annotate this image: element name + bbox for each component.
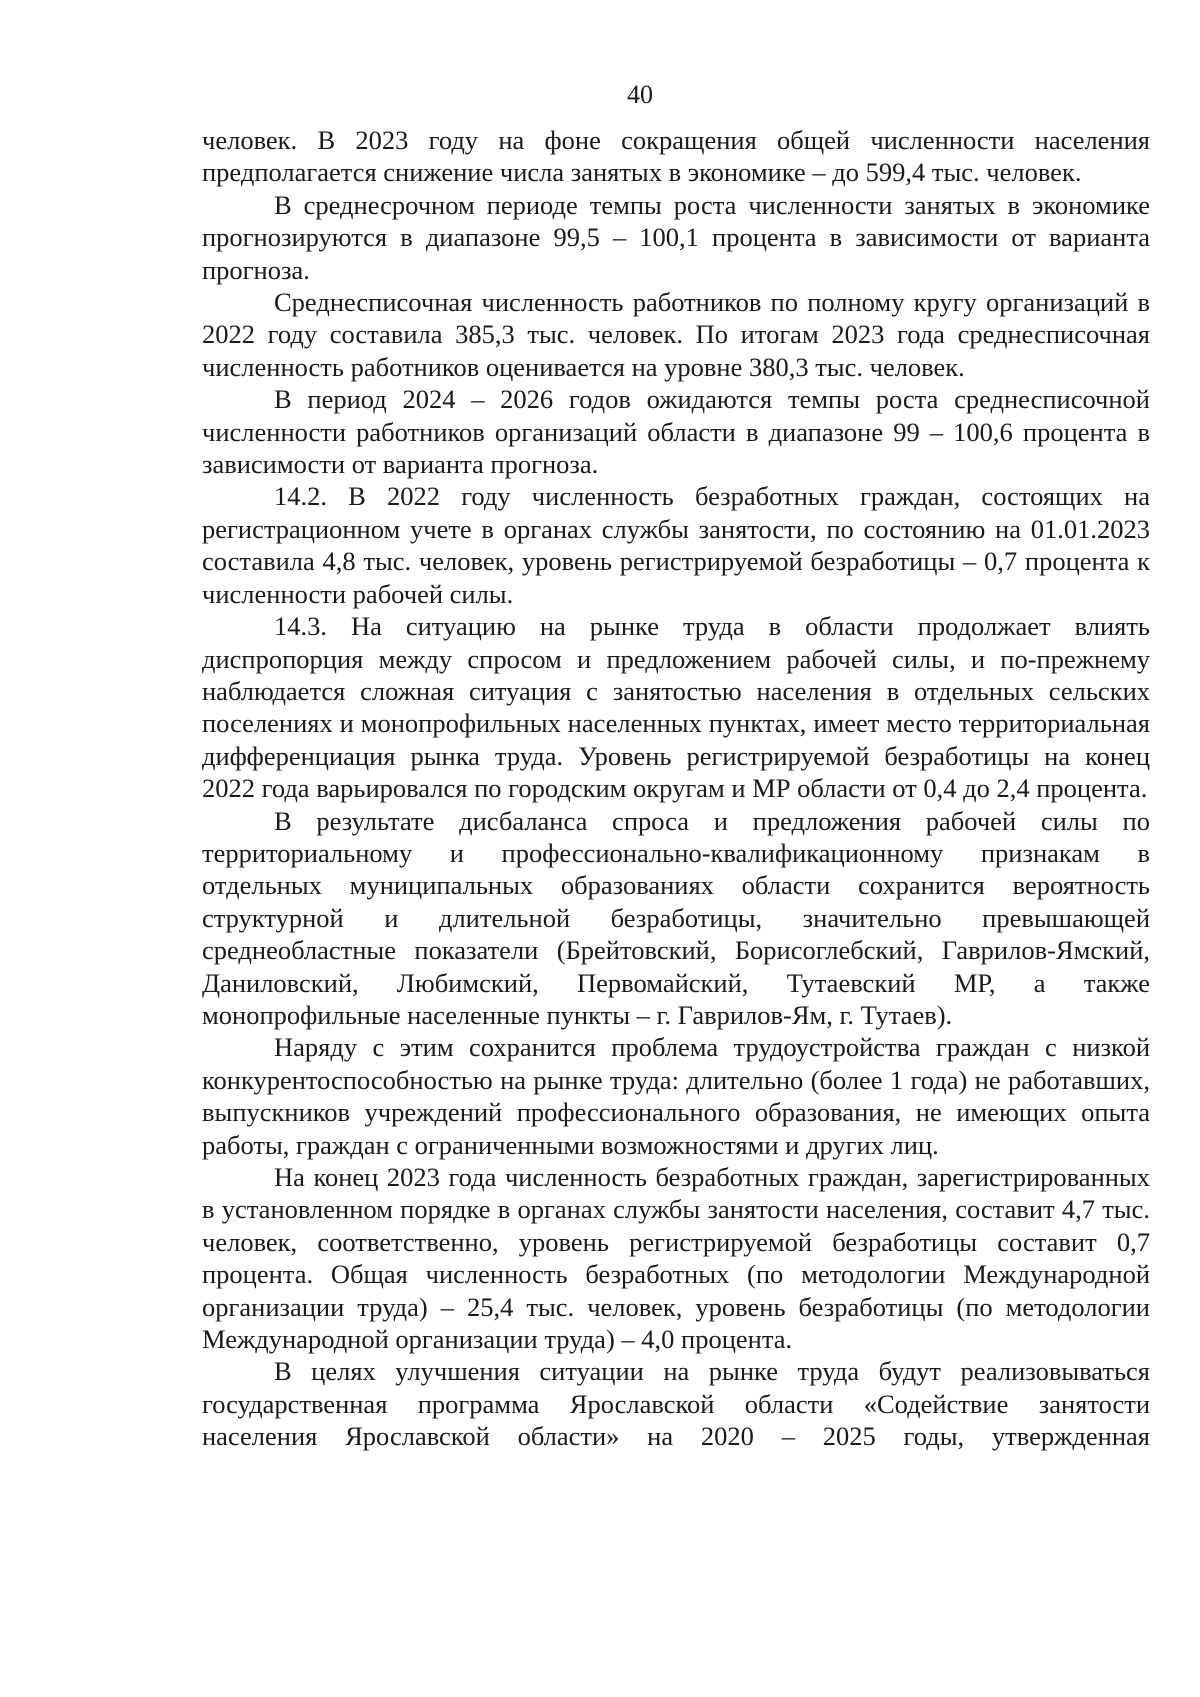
document-body <box>202 124 1150 1453</box>
paragraph-2: В среднесрочном периоде темпы роста численности занятых в экономике прогнозируются в диапазоне 99,5 – 100,1 процента в зависимости от варианта прогноза. <box>202 189 1150 285</box>
paragraph-9: На конец 2023 года численность безработных граждан, зарегистрированных в установленном порядке в органах службы занятости населения, составит 4,7 тыс. человек, соответственно, уровень регистрируемой безработицы составит 0,7 процента. Общая численность безработных (по методологии Международной организации труда) – 25,4 тыс. человек, уровень безработицы (по методологии Международной организации труда) – 4,0 процента. <box>202 1162 1150 1355</box>
page-number: 40 <box>627 80 653 109</box>
paragraph-6: 14.3. На ситуацию на рынке труда в области продолжает влиять диспропорция между спросом и предложением рабочей силы, и по-прежнему наблюдается сложная ситуация с занятостью населения в отдельных сельских поселениях и монопрофильных населенных пунктах, имеет место территориальная дифференциация рынка труда. Уровень регистрируемой безработицы на конец 2022 года варьировался по городским округам и МР области от 0,4 до 2,4 процента. <box>202 611 1150 804</box>
paragraph-8: Наряду с этим сохранится проблема трудоустройства граждан с низкой конкурентоспособностью на рынке труда: длительно (более 1 года) не работавших, выпускников учреждений профессионального образования, не имеющих опыта работы, граждан с ограниченными возможностями и других лиц. <box>202 1032 1150 1160</box>
paragraph-4: В период 2024 – 2026 годов ожидаются темпы роста среднесписочной численности работников организаций области в диапазоне 99 – 100,6 процента в зависимости от варианта прогноза. <box>202 384 1150 480</box>
paragraph-1: человек. В 2023 году на фоне сокращения общей численности населения предполагается снижение числа занятых в экономике – до 599,4 тыс. человек. <box>202 125 1150 188</box>
paragraph-5: 14.2. В 2022 году численность безработных граждан, состоящих на регистрационном учете в органах службы занятости, по состоянию на 01.01.2023 составила 4,8 тыс. человек, уровень регистрируемой безработицы – 0,7 процента к численности рабочей силы. <box>202 481 1150 609</box>
paragraph-10: В целях улучшения ситуации на рынке труда будут реализовываться государственная программа Ярославской области «Содействие занятости населения Ярославской области» на 2020 – 2025 годы, утвержденная <box>202 1356 1150 1452</box>
paragraph-3: Среднесписочная численность работников по полному кругу организаций в 2022 году составила 385,3 тыс. человек. По итогам 2023 года среднесписочная численность работников оценивается на уровне 380,3 тыс. человек. <box>202 287 1150 382</box>
paragraph-7: В результате дисбаланса спроса и предложения рабочей силы по территориальному и профессионально-квалификационному признакам в отдельных муниципальных образованиях области сохранится вероятность структурной и длительной безработицы, значительно превышающей среднеобластные показатели (Брейтовский, Борисоглебский, Гаврилов-Ямский, Даниловский, Любимский, Первомайский, Тутаевский МР, а также монопрофильные населенные пункты – г. Гаврилов-Ям, г. Тутаев). <box>202 805 1150 1030</box>
